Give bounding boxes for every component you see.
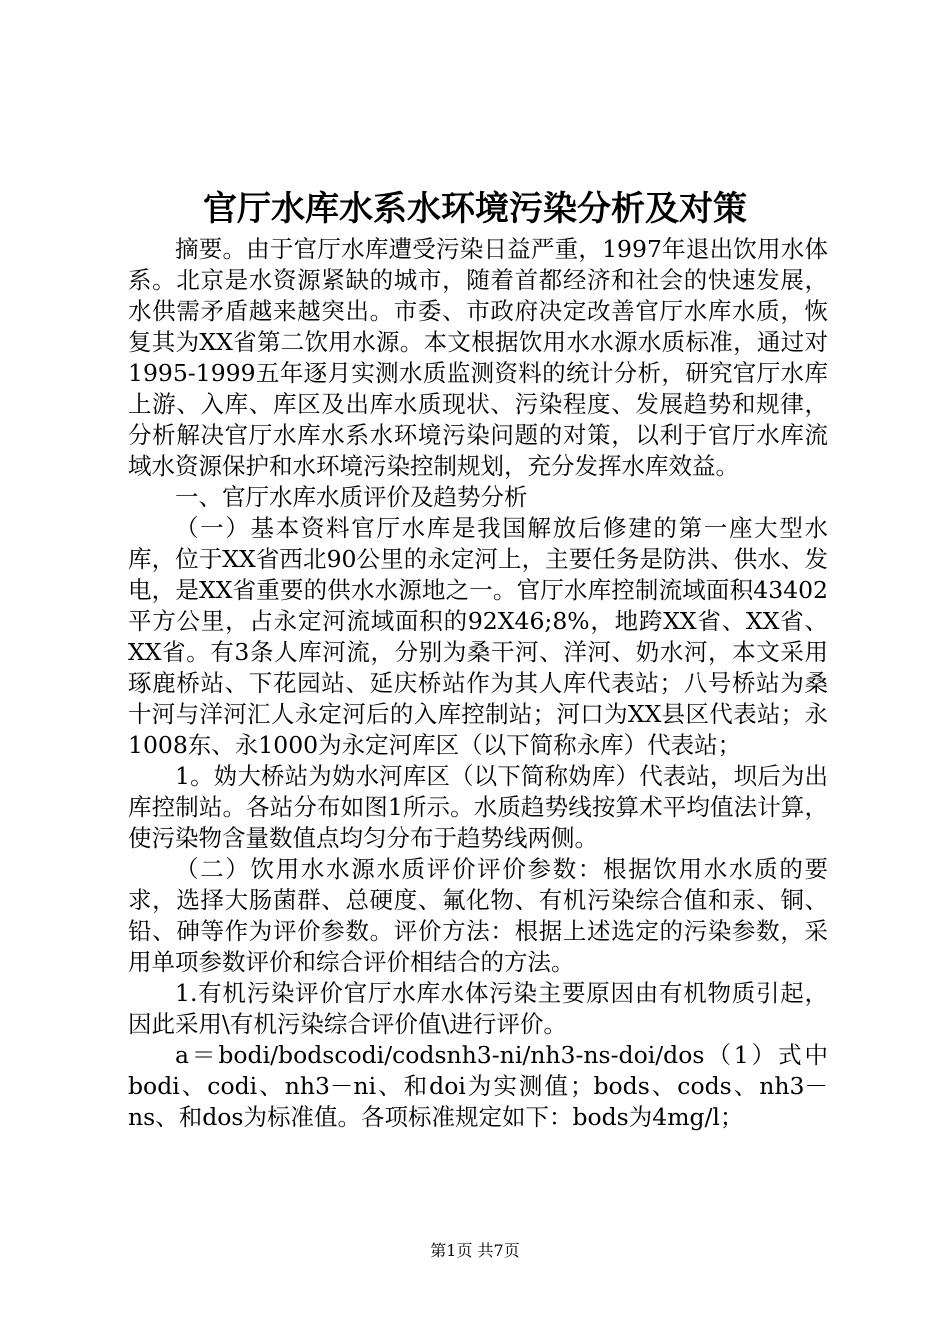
body-paragraph: （一）基本资料官厅水库是我国解放后修建的第一座大型水库，位于XX省西北90公里的永定河上，主要任务是防洪、供水、发电，是XX省重要的供水水源地之一。官厅水库控制流域面积43402平方公里，占永定河流域面积的92X46;8%，地跨XX省、XX省、XX省。有3条人库河流，分别为桑干河、洋河、奶水河，本文采用琢鹿桥站、下花园站、延庆桥站作为其人库代表站；八号桥站为桑十河与洋河汇人永定河后的入库控制站；河口为XX县区代表站；永1008东、永1000为永定河库区（以下简称永库）代表站； — [128, 514, 828, 759]
page-footer: 第1页 共7页 — [430, 1241, 520, 1260]
section-heading: 一、官厅水库水质评价及趋势分析 — [175, 483, 528, 511]
abstract-paragraph: 摘要。由于官厅水库遭受污染日益严重，1997年退出饮用水体系。北京是水资源紧缺的城市，随着首都经济和社会的快速发展，水供需矛盾越来越突出。市委、市政府决定改善官厅水库水质，恢复其为XX省第二饮用水源。本文根据饮用水水源水质标准，通过对1995-1999五年逐月实测水质监测资料的统计分析，研究官厅水库上游、入库、库区及出库水质现状、污染程度、发展趋势和规律，分析解决官厅水库水系水环境污染问题的对策，以利于官厅水库流域水资源保护和水环境污染控制规划，充分发挥水库效益。 — [128, 235, 828, 480]
document-body — [128, 234, 828, 1133]
body-paragraph: a＝bodi/bodscodi/codsnh3-ni/nh3-ns-doi/dos（1）式中bodi、codi、nh3－ni、和doi为实测值；bods、cods、nh3－ns、和dos为标准值。各项标准规定如下：bods为4mg/l； — [128, 1041, 828, 1131]
body-paragraph: 1.有机污染评价官厅水库水体污染主要原因由有机物质引起，因此采用\有机污染综合评价值\进行评价。 — [128, 979, 828, 1038]
body-paragraph: （二）饮用水水源水质评价评价参数：根据饮用水水质的要求，选择大肠菌群、总硬度、氟化物、有机污染综合值和汞、铜、铅、砷等作为评价参数。评价方法：根据上述选定的污染参数，采用单项参数评价和综合评价相结合的方法。 — [128, 855, 828, 976]
body-paragraph: 1。妫大桥站为妫水河库区（以下简称妫库）代表站，坝后为出库控制站。各站分布如图1所示。水质趋势线按算术平均值法计算，使污染物含量数值点均匀分布于趋势线两侧。 — [128, 762, 828, 852]
document-title: 官厅水库水系水环境污染分析及对策 — [203, 189, 747, 229]
